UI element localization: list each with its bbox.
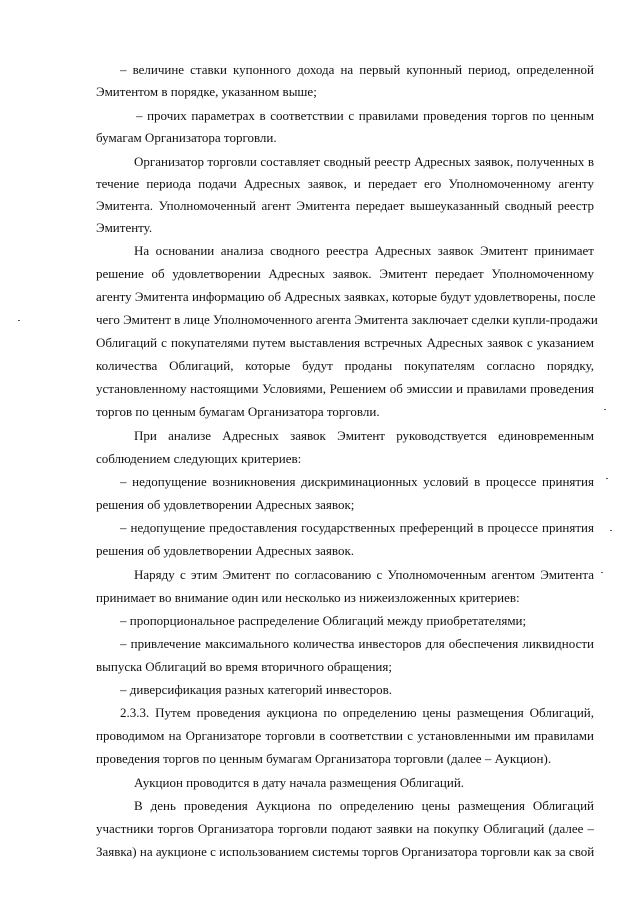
- text-line: установленному настоящими Условиями, Решением об эмиссии и правилами проведения: [96, 381, 594, 396]
- text-line: Заявка) на аукционе с использованием системы торгов Организатора торговли как за свой: [96, 844, 595, 859]
- text-line: решения об удовлетворении Адресных заявок.: [96, 543, 355, 558]
- text-line: – пропорциональное распределение Облигаций между приобретателями;: [120, 613, 527, 628]
- text-line: участники торгов Организатора торговли подают заявки на покупку Облигаций (далее –: [96, 821, 594, 836]
- text-line: При анализе Адресных заявок Эмитент руководствуется единовременным: [134, 428, 594, 443]
- text-line: чего Эмитент в лице Уполномоченного агента Эмитента заключает сделки купли-продажи: [96, 312, 598, 327]
- scan-speck: [610, 530, 612, 531]
- text-line: – недопущение возникновения дискриминационных условий в процессе принятия: [120, 474, 594, 489]
- text-line: торгов по ценным бумагам Организатора торговли.: [96, 404, 380, 419]
- text-line: выпуска Облигаций во время вторичного обращения;: [96, 659, 392, 674]
- text-line: – диверсификация разных категорий инвесторов.: [120, 682, 393, 697]
- text-line: – привлечение максимального количества инвесторов для обеспечения ликвидности: [120, 636, 594, 651]
- text-line: На основании анализа сводного реестра Адресных заявок Эмитент принимает: [134, 243, 594, 258]
- text-line: течение периода подачи Адресных заявок, и передает его Уполномоченному агенту: [96, 176, 594, 191]
- scan-speck: [601, 572, 603, 573]
- scan-speck: [18, 320, 20, 321]
- text-line: Эмитентом в порядке, указанном выше;: [96, 84, 317, 99]
- text-line: Эмитенту.: [96, 220, 153, 235]
- scan-speck: [606, 478, 608, 479]
- text-line: Облигаций с покупателями путем выставления встречных Адресных заявок с указанием: [96, 335, 594, 350]
- text-line: решение об удовлетворении Адресных заявок. Эмитент передает Уполномоченному: [96, 266, 594, 281]
- text-line: – прочих параметрах в соответствии с правилами проведения торгов по ценным: [136, 108, 594, 123]
- text-line: проведения торгов по ценным бумагам Организатора торговли (далее – Аукцион).: [96, 751, 552, 766]
- text-line: Аукцион проводится в дату начала размещения Облигаций.: [134, 775, 465, 790]
- text-line: принимает во внимание один или несколько из нижеизложенных критериев:: [96, 590, 520, 605]
- text-line: количества Облигаций, которые будут проданы покупателям согласно порядку,: [96, 358, 594, 373]
- text-line: 2.3.3. Путем проведения аукциона по определению цены размещения Облигаций,: [120, 705, 594, 720]
- scan-speck: [604, 409, 606, 410]
- text-line: бумагам Организатора торговли.: [96, 130, 277, 145]
- text-line: – недопущение предоставления государственных преференций в процессе принятия: [120, 520, 594, 535]
- text-line: Наряду с этим Эмитент по согласованию с Уполномоченным агентом Эмитента: [134, 567, 594, 582]
- text-line: В день проведения Аукциона по определению цены размещения Облигаций: [134, 798, 594, 813]
- text-line: соблюдением следующих критериев:: [96, 451, 302, 466]
- text-line: Эмитента. Уполномоченный агент Эмитента передает вышеуказанный сводный реестр: [96, 198, 594, 213]
- text-line: проводимом на Организаторе торговли в соответствии с установленными им правилами: [96, 728, 594, 743]
- text-line: Организатор торговли составляет сводный реестр Адресных заявок, полученных в: [134, 154, 594, 169]
- text-line: – величине ставки купонного дохода на первый купонный период, определенной: [120, 62, 594, 77]
- text-line: агенту Эмитента информацию об Адресных заявках, которые будут удовлетворены, после: [96, 289, 596, 304]
- text-line: решения об удовлетворении Адресных заявок;: [96, 497, 355, 512]
